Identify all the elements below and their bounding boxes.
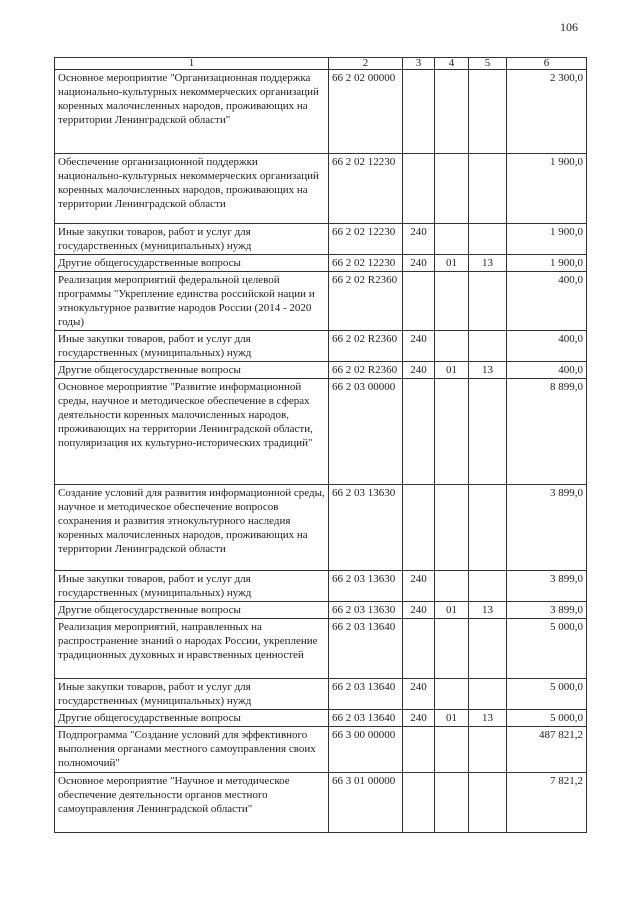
table-row (55, 619, 587, 679)
row-col5: 13 (469, 362, 507, 379)
row-col4 (435, 70, 469, 154)
row-code: 66 3 01 00000 (329, 773, 403, 833)
table-row (55, 379, 587, 485)
row-col4 (435, 272, 469, 331)
row-name: Иные закупки товаров, работ и услуг для государственных (муниципальных) нужд (55, 571, 329, 602)
row-col4 (435, 679, 469, 710)
row-col5 (469, 679, 507, 710)
header-row (55, 58, 587, 70)
row-col3 (403, 154, 435, 224)
row-amount: 487 821,2 (507, 727, 587, 773)
row-col5 (469, 224, 507, 255)
page-number: 106 (560, 20, 578, 34)
row-amount: 1 900,0 (507, 224, 587, 255)
row-code: 66 2 02 12230 (329, 255, 403, 272)
table-row (55, 602, 587, 619)
budget-table (54, 57, 587, 833)
header-cell: 4 (435, 58, 469, 70)
row-code: 66 2 03 13630 (329, 571, 403, 602)
row-col5 (469, 773, 507, 833)
row-col5: 13 (469, 602, 507, 619)
row-col5: 13 (469, 255, 507, 272)
row-col3: 240 (403, 602, 435, 619)
row-col5 (469, 70, 507, 154)
row-col4 (435, 773, 469, 833)
row-col5 (469, 379, 507, 485)
row-col3 (403, 619, 435, 679)
row-col4 (435, 571, 469, 602)
row-col5 (469, 727, 507, 773)
row-amount: 5 000,0 (507, 619, 587, 679)
row-name: Реализация мероприятий, направленных на распространение знаний о народах России, укрепление традиционных духовных и нравственных ценностей (55, 619, 329, 679)
row-code: 66 2 02 R2360 (329, 362, 403, 379)
row-code: 66 2 02 00000 (329, 70, 403, 154)
row-col3: 240 (403, 710, 435, 727)
row-amount: 2 300,0 (507, 70, 587, 154)
row-amount: 400,0 (507, 331, 587, 362)
row-amount: 7 821,2 (507, 773, 587, 833)
row-col4 (435, 331, 469, 362)
row-col5 (469, 619, 507, 679)
row-col3: 240 (403, 571, 435, 602)
row-col4 (435, 154, 469, 224)
row-name: Другие общегосударственные вопросы (55, 255, 329, 272)
table-row (55, 710, 587, 727)
row-name: Другие общегосударственные вопросы (55, 362, 329, 379)
row-col4 (435, 379, 469, 485)
row-col3 (403, 485, 435, 571)
row-col4 (435, 485, 469, 571)
row-col4: 01 (435, 710, 469, 727)
row-name: Иные закупки товаров, работ и услуг для государственных (муниципальных) нужд (55, 679, 329, 710)
row-amount: 3 899,0 (507, 602, 587, 619)
row-col3: 240 (403, 224, 435, 255)
row-code: 66 2 03 13640 (329, 710, 403, 727)
row-name: Основное мероприятие "Организационная поддержка национально-культурных некоммерческих организаций коренных малочисленных народов, проживающих на территории Ленинградской области" (55, 70, 329, 154)
row-amount: 400,0 (507, 272, 587, 331)
table-row (55, 773, 587, 833)
row-name: Иные закупки товаров, работ и услуг для государственных (муниципальных) нужд (55, 224, 329, 255)
row-amount: 3 899,0 (507, 571, 587, 602)
header-cell: 5 (469, 58, 507, 70)
header-cell: 3 (403, 58, 435, 70)
row-code: 66 2 02 12230 (329, 224, 403, 255)
row-col5 (469, 571, 507, 602)
header-cell: 1 (55, 58, 329, 70)
table-row (55, 272, 587, 331)
row-col5: 13 (469, 710, 507, 727)
row-col5 (469, 272, 507, 331)
row-amount: 400,0 (507, 362, 587, 379)
row-name: Другие общегосударственные вопросы (55, 710, 329, 727)
row-col4 (435, 619, 469, 679)
row-name: Обеспечение организационной поддержки национально-культурных некоммерческих организаций коренных малочисленных народов, проживающих на территории Ленинградской области (55, 154, 329, 224)
row-code: 66 2 03 13640 (329, 619, 403, 679)
row-col4: 01 (435, 602, 469, 619)
table-row (55, 154, 587, 224)
row-name: Иные закупки товаров, работ и услуг для государственных (муниципальных) нужд (55, 331, 329, 362)
table-row (55, 727, 587, 773)
row-name: Подпрограмма "Создание условий для эффективного выполнения органами местного самоуправления своих полномочий" (55, 727, 329, 773)
row-col3: 240 (403, 679, 435, 710)
header-cell: 6 (507, 58, 587, 70)
row-col3 (403, 727, 435, 773)
row-name: Другие общегосударственные вопросы (55, 602, 329, 619)
row-col5 (469, 485, 507, 571)
header-cell: 2 (329, 58, 403, 70)
row-code: 66 2 02 R2360 (329, 272, 403, 331)
row-col3 (403, 272, 435, 331)
row-amount: 5 000,0 (507, 710, 587, 727)
row-amount: 3 899,0 (507, 485, 587, 571)
row-col5 (469, 154, 507, 224)
row-col3 (403, 379, 435, 485)
row-amount: 8 899,0 (507, 379, 587, 485)
table-row (55, 571, 587, 602)
table-row (55, 224, 587, 255)
table-row (55, 485, 587, 571)
row-col4 (435, 224, 469, 255)
row-code: 66 2 03 13630 (329, 485, 403, 571)
row-col3: 240 (403, 331, 435, 362)
table-row (55, 679, 587, 710)
row-col3 (403, 70, 435, 154)
row-amount: 1 900,0 (507, 255, 587, 272)
row-col4: 01 (435, 255, 469, 272)
table-row (55, 255, 587, 272)
row-name: Создание условий для развития информационной среды, научное и методическое обеспечение вопросов сохранения и развития этнокультурного наследия коренных малочисленных народов, проживающих на территории Ленинградской области (55, 485, 329, 571)
row-col3 (403, 773, 435, 833)
row-name: Основное мероприятие "Развитие информационной среды, научное и методическое обеспечение в сферах деятельности коренных малочисленных народов, проживающих на территории Ленинградской области, популяризация их культурно-исторических традиций" (55, 379, 329, 485)
row-col3: 240 (403, 362, 435, 379)
row-code: 66 2 03 13640 (329, 679, 403, 710)
row-col5 (469, 331, 507, 362)
row-code: 66 2 02 12230 (329, 154, 403, 224)
row-col3: 240 (403, 255, 435, 272)
row-col4: 01 (435, 362, 469, 379)
table-row (55, 70, 587, 154)
row-col4 (435, 727, 469, 773)
row-amount: 5 000,0 (507, 679, 587, 710)
table-row (55, 362, 587, 379)
row-code: 66 3 00 00000 (329, 727, 403, 773)
table-row (55, 331, 587, 362)
row-code: 66 2 03 13630 (329, 602, 403, 619)
row-name: Основное мероприятие "Научное и методическое обеспечение деятельности органов местного самоуправления Ленинградской области" (55, 773, 329, 833)
row-code: 66 2 03 00000 (329, 379, 403, 485)
row-name: Реализация мероприятий федеральной целевой программы "Укрепление единства российской нации и этнокультурное развитие народов России (2014 - 2020 годы) (55, 272, 329, 331)
row-code: 66 2 02 R2360 (329, 331, 403, 362)
row-amount: 1 900,0 (507, 154, 587, 224)
